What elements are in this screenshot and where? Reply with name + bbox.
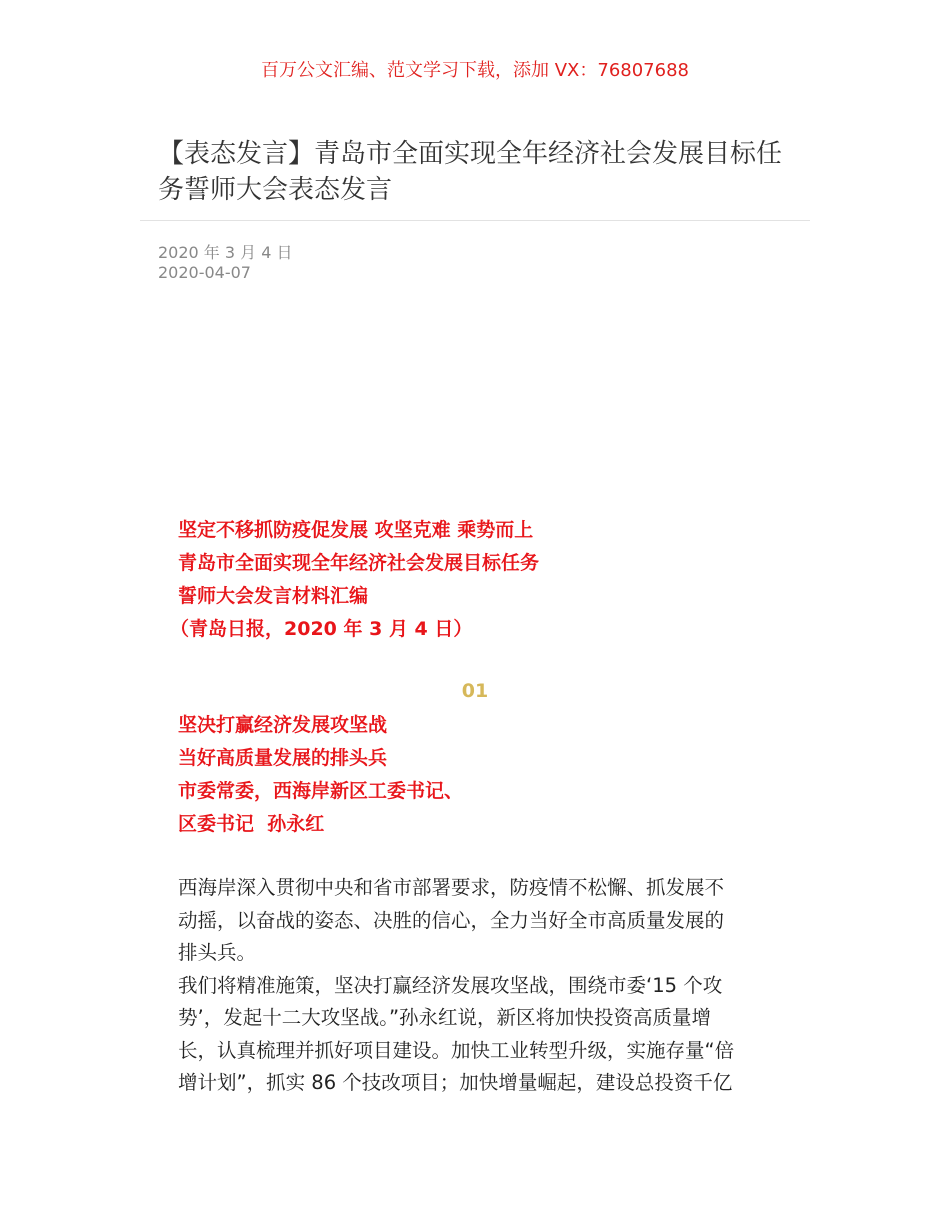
body-line: 势’，发起十二大攻坚战。”孙永红说，新区将加快投资高质量增 [178, 1006, 712, 1029]
section-heading [178, 709, 463, 841]
section-heading-line: 区委书记 孙永红 [178, 813, 325, 835]
headline-line: （青岛日报，2020 年 3 月 4 日） [170, 618, 473, 640]
watermark-banner: 百万公文汇编、范文学习下载，添加 VX：76807688 [261, 60, 689, 81]
article-title: 【表态发言】青岛市全面实现全年经济社会发展目标任务誓师大会表态发言 [158, 139, 783, 205]
section-heading-line: 市委常委，西海岸新区工委书记、 [178, 780, 464, 802]
headline-block [170, 514, 540, 646]
update-date: 2020-04-07 [158, 263, 251, 282]
section-heading-line: 坚决打赢经济发展攻坚战 [178, 714, 388, 736]
headline-line: 坚定不移抓防疫促发展 攻坚克难 乘势而上 [178, 519, 534, 541]
section-heading-line: 当好高质量发展的排头兵 [178, 747, 388, 769]
body-line: 动摇，以奋战的姿态、决胜的信心，全力当好全市高质量发展的 [178, 908, 725, 932]
headline-line: 誓师大会发言材料汇编 [178, 585, 369, 607]
divider [140, 220, 810, 221]
body-text [178, 872, 778, 1100]
headline-line: 青岛市全面实现全年经济社会发展目标任务 [178, 552, 540, 574]
body-line: 我们将精准施策，坚决打赢经济发展攻坚战，围绕市委‘15 个攻 [178, 973, 723, 997]
body-line: 西海岸深入贯彻中央和省市部署要求，防疫情不松懈、抓发展不 [178, 876, 725, 899]
section-number: 01 [461, 680, 489, 702]
publish-date: 2020 年 3 月 4 日 [158, 243, 293, 262]
body-line: 排头兵。 [178, 941, 257, 964]
body-line: 长，认真梳理并抓好项目建设。加快工业转型升级，实施存量“倍 [178, 1038, 735, 1062]
body-line: 增计划”，抓实 86 个技改项目；加快增量崛起，建设总投资千亿 [178, 1071, 733, 1094]
